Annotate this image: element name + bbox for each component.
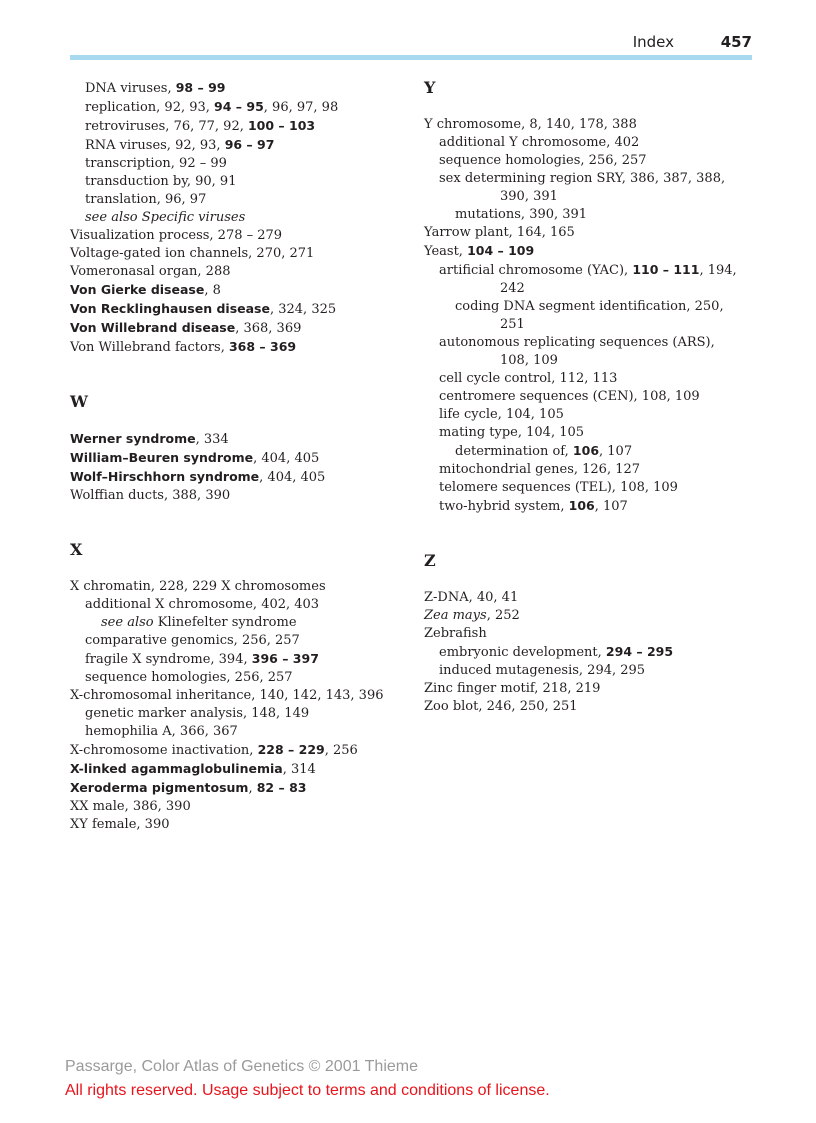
index-entry (70, 723, 410, 741)
index-entry-text: Von Gierke disease (70, 282, 205, 297)
index-entry-text: DNA viruses, (85, 81, 176, 96)
index-entry-text: comparative genomics, 256, 257 (85, 633, 300, 648)
index-entry-text: telomere sequences (TEL), 108, 109 (439, 480, 678, 495)
index-entry (70, 760, 410, 779)
index-entry-text: two-hybrid system, (439, 499, 569, 514)
section-letter-w: W (70, 392, 88, 411)
index-entry (424, 152, 764, 170)
index-entry-text: Klinefelter syndrome (153, 615, 297, 630)
index-entry-text: Wolf–Hirschhorn syndrome (70, 469, 260, 484)
index-entry (70, 578, 410, 596)
index-entry-text: mutations, 390, 391 (455, 207, 588, 222)
section-letter-x: X (70, 540, 83, 559)
index-entry-text: 104 – 109 (467, 243, 535, 258)
index-entry (70, 741, 410, 760)
index-entry-text: genetic marker analysis, 148, 149 (85, 706, 310, 721)
index-entry-text: coding DNA segment identification, 250, (455, 299, 724, 314)
index-entry-text: Zinc finger motif, 218, 219 (424, 681, 601, 696)
index-column-right (424, 79, 764, 716)
index-entry-text: Werner syndrome (70, 431, 196, 446)
index-entry (70, 705, 410, 723)
index-entry (70, 79, 410, 98)
index-entry (424, 461, 764, 479)
index-entry (70, 263, 410, 281)
index-entry (70, 468, 410, 487)
footer-copyright: Passarge, Color Atlas of Genetics © 2001 Thieme (65, 1058, 419, 1075)
index-entry-text: , 8 (204, 283, 221, 298)
index-entry-text: , 252 (486, 608, 520, 623)
index-entry (424, 280, 764, 298)
index-entry (424, 424, 764, 442)
index-entry-text: 82 – 83 (256, 780, 307, 795)
index-entry-text: induced mutagenesis, 294, 295 (439, 663, 646, 678)
index-entry (70, 669, 410, 687)
index-entry-text: , 107 (594, 499, 628, 514)
index-entry (424, 316, 764, 334)
index-entry (70, 155, 410, 173)
index-entry-text: 251 (500, 317, 525, 332)
index-entry (424, 261, 764, 280)
index-entry-text: mitochondrial genes, 126, 127 (439, 462, 641, 477)
index-entry-text: 242 (500, 281, 525, 296)
index-entry (424, 680, 764, 698)
index-entry-text: transduction by, 90, 91 (85, 174, 237, 189)
index-entry (70, 632, 410, 650)
index-entry-text: see also Specific viruses (85, 210, 246, 225)
index-entry (424, 442, 764, 461)
index-entry-text: Xeroderma pigmentosum (70, 780, 249, 795)
index-entry (70, 300, 410, 319)
index-entry (424, 643, 764, 662)
index-entry-text: , 314 (282, 762, 316, 777)
index-entry (424, 479, 764, 497)
index-entry-text: 98 – 99 (175, 80, 226, 95)
index-entry-text: autonomous replicating sequences (ARS), (439, 335, 715, 350)
index-entry-text: X-chromosomal inheritance, 140, 142, 143, 396 (70, 688, 384, 703)
index-entry-text: Z-DNA, 40, 41 (424, 590, 519, 605)
index-entry-text: additional X chromosome, 402, 403 (85, 597, 320, 612)
index-entry (70, 191, 410, 209)
index-entry-text: hemophilia A, 366, 367 (85, 724, 238, 739)
index-entry (424, 388, 764, 406)
index-entry (70, 687, 410, 705)
index-entry (424, 298, 764, 316)
index-entry (70, 173, 410, 191)
index-entry (424, 589, 764, 607)
index-entry (424, 497, 764, 516)
index-entry-text: , 404, 405 (253, 451, 320, 466)
index-entry (70, 487, 410, 505)
index-section-x (70, 578, 410, 834)
index-entry (70, 596, 410, 614)
index-entry (70, 98, 410, 117)
index-entry-text: 228 – 229 (257, 742, 325, 757)
index-entry (70, 614, 410, 632)
header-rule (70, 55, 752, 60)
index-entry-text: , 324, 325 (269, 302, 337, 317)
index-entry-text: sequence homologies, 256, 257 (85, 670, 293, 685)
index-column-left (70, 79, 410, 834)
index-entry-text: Zebrafish (424, 626, 487, 641)
section-letter-z: Z (424, 551, 436, 570)
index-entry-text: additional Y chromosome, 402 (439, 135, 640, 150)
index-entry-text: , 404, 405 (259, 470, 326, 485)
index-entry-text: see also (101, 615, 154, 630)
index-entry (424, 607, 764, 625)
index-entry (70, 117, 410, 136)
footer-license-notice: All rights reserved. Usage subject to terms and conditions of license. (65, 1082, 550, 1099)
index-entry-text: transcription, 92 – 99 (85, 156, 227, 171)
index-entry (424, 224, 764, 242)
index-entry-text: retroviruses, 76, 77, 92, (85, 119, 248, 134)
index-entry-text: , 256 (324, 743, 358, 758)
index-entry (424, 334, 764, 352)
index-entry-text: Von Recklinghausen disease (70, 301, 270, 316)
index-entry-text: mating type, 104, 105 (439, 425, 585, 440)
index-entry (424, 352, 764, 370)
index-entry (70, 650, 410, 669)
index-entry-text: embryonic development, (439, 645, 606, 660)
index-entry (424, 116, 764, 134)
index-entry-text: Zea mays (424, 608, 487, 623)
index-entry-text: Visualization process, 278 – 279 (70, 228, 283, 243)
index-entry-text: , 96, 97, 98 (263, 100, 339, 115)
index-entry (70, 430, 410, 449)
index-entry-text: Von Willebrand factors, (70, 340, 229, 355)
index-entry-text: XX male, 386, 390 (70, 799, 191, 814)
index-entry-text: cell cycle control, 112, 113 (439, 371, 618, 386)
index-entry (70, 816, 410, 834)
running-header-title: Index (632, 33, 674, 51)
index-entry-text: , 107 (599, 444, 633, 459)
index-entry-text: life cycle, 104, 105 (439, 407, 564, 422)
index-entry (424, 188, 764, 206)
index-entry-text: RNA viruses, 92, 93, (85, 138, 225, 153)
index-entry (424, 662, 764, 680)
index-entry-text: XY female, 390 (70, 817, 170, 832)
index-entry (70, 798, 410, 816)
index-entry (424, 698, 764, 716)
index-entry-text: 106 (572, 443, 600, 458)
index-entry-text: 390, 391 (500, 189, 558, 204)
index-entry-text: 368 – 369 (228, 339, 297, 354)
index-entry (424, 406, 764, 424)
index-entry-text: 106 (568, 498, 595, 513)
index-section-w (70, 430, 410, 505)
section-letter-y: Y (424, 78, 436, 97)
index-entry (70, 136, 410, 155)
index-entry-text: Von Willebrand disease (70, 320, 236, 335)
index-entry (424, 370, 764, 388)
index-entry-text: 100 – 103 (247, 118, 316, 133)
index-section-v-continued (70, 79, 410, 357)
index-entry-text: Vomeronasal organ, 288 (70, 264, 231, 279)
index-entry-text: 108, 109 (500, 353, 558, 368)
index-entry (70, 227, 410, 245)
index-entry (70, 779, 410, 798)
index-entry-text: Zoo blot, 246, 250, 251 (424, 699, 578, 714)
index-entry-text: , 194, (699, 263, 737, 278)
index-entry (70, 338, 410, 357)
index-entry (70, 245, 410, 263)
index-entry-text: X chromatin, 228, 229 X chromosomes (70, 579, 326, 594)
index-entry-text: determination of, (455, 444, 573, 459)
index-entry-text: Wolffian ducts, 388, 390 (70, 488, 231, 503)
index-entry (424, 242, 764, 261)
index-entry (70, 449, 410, 468)
index-entry-text: , 368, 369 (235, 321, 302, 336)
index-entry-text: William–Beuren syndrome (70, 450, 254, 465)
index-entry-text: Yarrow plant, 164, 165 (424, 225, 575, 240)
index-entry-text: 396 – 397 (251, 651, 319, 666)
index-entry-text: 294 – 295 (605, 644, 674, 659)
index-entry-text: centromere sequences (CEN), 108, 109 (439, 389, 700, 404)
index-entry-text: fragile X syndrome, 394, (85, 652, 252, 667)
index-entry (424, 170, 764, 188)
index-entry (70, 209, 410, 227)
index-entry-text: , 334 (195, 432, 229, 447)
index-entry (424, 625, 764, 643)
index-section-z (424, 589, 764, 716)
index-entry-text: Y chromosome, 8, 140, 178, 388 (424, 117, 637, 132)
index-entry-text: sex determining region SRY, 386, 387, 388, (439, 171, 726, 186)
index-section-y (424, 116, 764, 516)
index-entry-text: 96 – 97 (224, 137, 275, 152)
index-entry-text: , (248, 781, 257, 796)
index-entry-text: Yeast, (424, 244, 468, 259)
index-entry-text: artificial chromosome (YAC), (439, 263, 633, 278)
index-entry-text: Voltage-gated ion channels, 270, 271 (70, 246, 315, 261)
index-entry (70, 319, 410, 338)
index-entry-text: 94 – 95 (214, 99, 264, 114)
index-entry (424, 206, 764, 224)
page-number: 457 (720, 33, 752, 51)
index-entry-text: X-linked agammaglobulinemia (70, 761, 283, 776)
index-entry-text: 110 – 111 (632, 262, 700, 277)
index-entry-text: sequence homologies, 256, 257 (439, 153, 647, 168)
index-entry (70, 281, 410, 300)
index-entry-text: translation, 96, 97 (85, 192, 207, 207)
index-entry (424, 134, 764, 152)
index-entry-text: X-chromosome inactivation, (70, 743, 258, 758)
index-entry-text: replication, 92, 93, (85, 100, 215, 115)
